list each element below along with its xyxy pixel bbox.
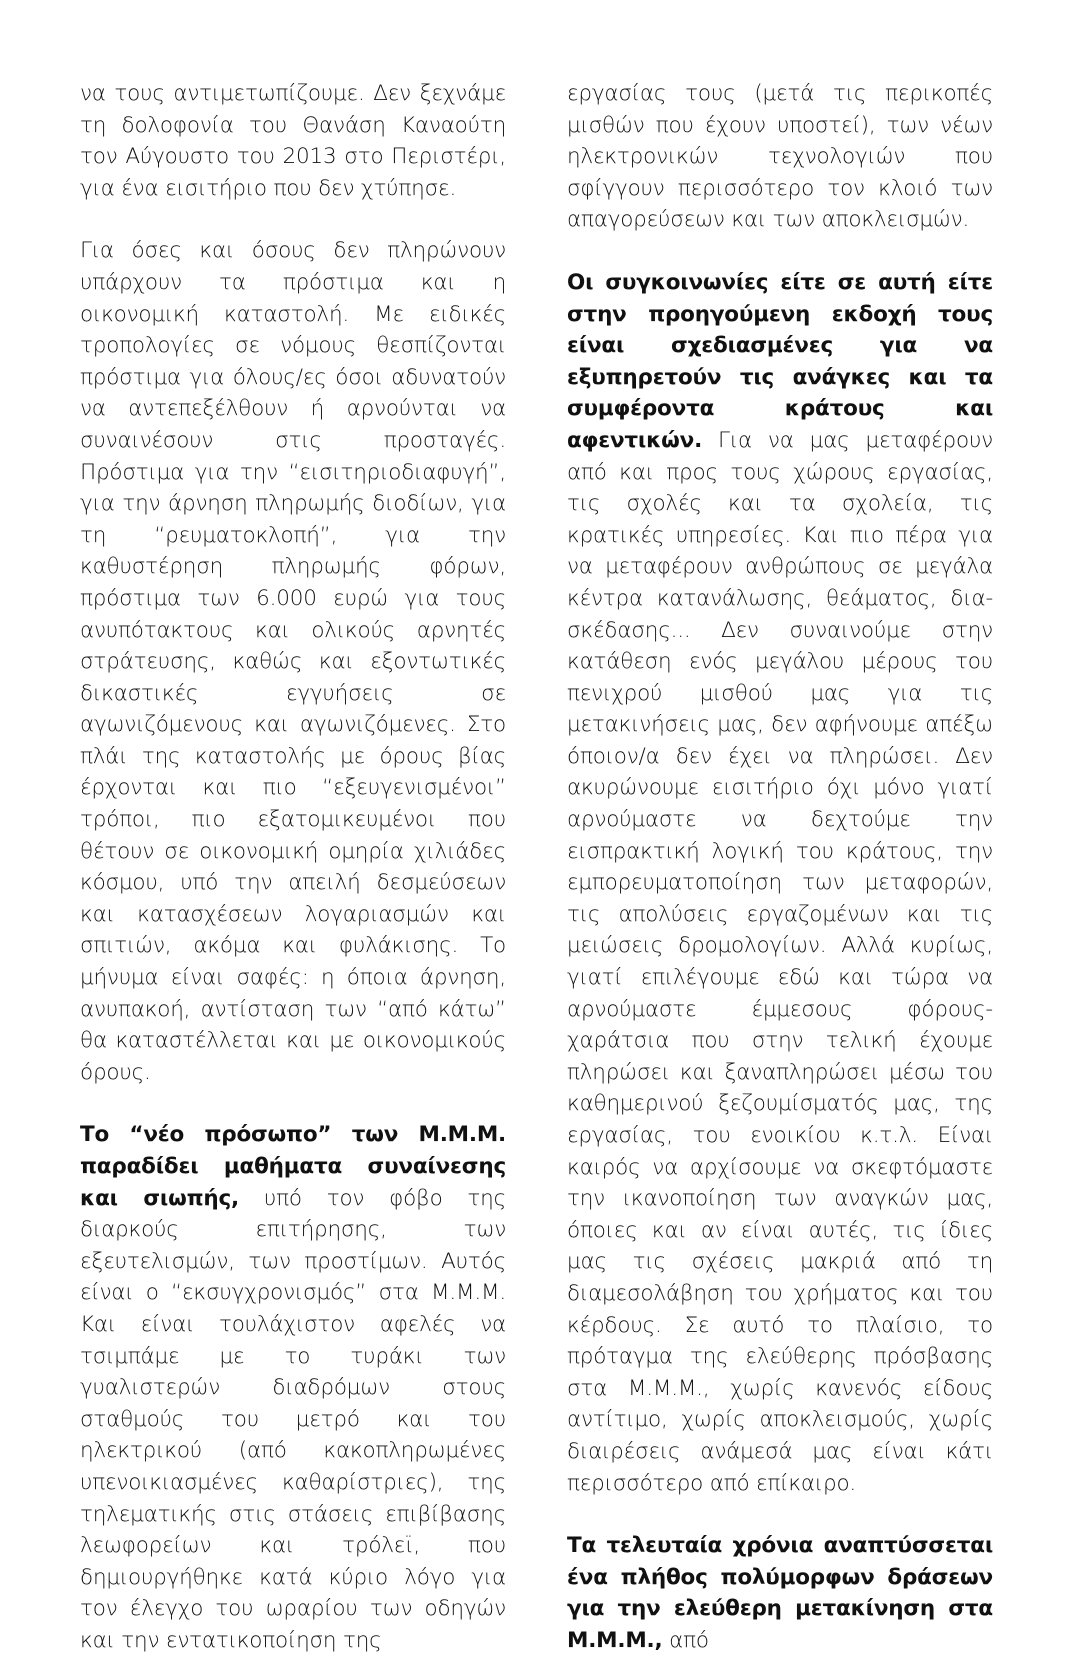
- paragraph-text: εργασίας τους (μετά τις περικοπές μισθών που έχουν υποστεί), των νέων ηλεκτρονικών τεχνολογιών που σφίγγουν περισσότερο τον κλοιό των απαγορεύσεων και των αποκλεισμών.: [567, 81, 993, 233]
- right-column: [567, 78, 993, 1657]
- paragraph-text: από: [662, 1627, 709, 1653]
- paragraph-text: Για όσες και όσους δεν πληρώνουν υπάρχουν τα πρόστιμα και η οικονομική καταστολή. Με ειδικές τροπολογίες σε νόμους θεσπίζονται πρόστιμα για όλους/ες όσοι αδυνατούν να αντεπεξέλθουν ή αρνούνται να συναινέσουν στις προσταγές. Πρόστιμα για την “εισιτηριοδιαφυγή”, για την άρνηση πληρωμής διοδίων, για τη “ρευματοκλοπή”, για την καθυστέρηση πληρωμής φόρων, πρόστιμα των 6.000 ευρώ για τους ανυπότακτους και ολικούς αρνητές στράτευσης, καθώς και εξοντωτικές δικαστικές εγγυήσεις σε αγωνιζόμενους και αγωνιζόμενες. Στο πλάι της καταστολής με όρους βίας έρχονται και πιο “εξευγενισμένοι” τρόποι, πιο εξατομικευμένοι που θέτουν σε οικονομική ομηρία χιλιάδες κόσμου, υπό την απειλή δεσμεύσεων και κατασχέσεων λογαριασμών και σπιτιών, ακόμα και φυλάκισης. Το μήνυμα είναι σαφές: η όποια άρνηση, ανυπακοή, αντίσταση των “από κάτω” θα καταστέλλεται και με οικονομικούς όρους.: [80, 238, 506, 1085]
- paragraph-lead-bold: Το “νέο πρόσωπο” των Μ.Μ.Μ. παραδίδει μαθήματα συναίνεσης και σιωπής,: [80, 1122, 506, 1211]
- paragraph: [80, 235, 506, 1088]
- paragraph-lead-bold: Τα τελευταία χρόνια αναπτύσσεται ένα πλήθος πολύμορφων δράσεων για την ελεύθερη μετακίνηση στα Μ.Μ.Μ.,: [567, 1533, 993, 1653]
- paragraph: [567, 1530, 993, 1656]
- paragraph-lead-bold: Οι συγκοινωνίες είτε σε αυτή είτε στην προηγούμενη εκδοχή τους είναι σχεδιασμένες για να εξυπηρετούν τις ανάγκες και τα συμφέροντα κράτους και αφεντικών.: [567, 269, 993, 453]
- left-column: [80, 78, 506, 1657]
- paragraph-text: να τους αντιμετωπίζουμε. Δεν ξεχνάμε τη δολοφονία του Θανάση Καναούτη τον Αύγουστο του 2013 στο Περιστέρι, για ένα εισιτήριο που δεν χτύπησε.: [80, 81, 506, 201]
- paragraph-text: υπό τον φόβο της διαρκούς επιτήρησης, των εξευτελισμών, των προστίμων. Αυτός είναι ο “εκσυγχρονισμός” στα Μ.Μ.Μ. Και είναι τουλάχιστον αφελές να τσιμπάμε με το τυράκι των γυαλιστερών διαδρόμων στους σταθμούς του μετρό και του ηλεκτρικού (από κακοπληρωμένες υπενοικιασμένες καθαρίστριες), της τηλεματικής στις στάσεις επιβίβασης λεωφορείων και τρόλεϊ, που δημιουργήθηκε κατά κύριο λόγο για τον έλεγχο του ωραρίου των οδηγών και την εντατικοποίηση της: [80, 1185, 506, 1653]
- paragraph: [567, 267, 993, 1499]
- paragraph: [567, 78, 993, 236]
- paragraph: [80, 1119, 506, 1656]
- paragraph-text: Για να μας μεταφέρουν από και προς τους χώρους εργασίας, τις σχολές και τα σχολεία, τις κρατικές υπηρεσίες. Και πιο πέρα για να μεταφέρουν ανθρώπους σε μεγάλα κέντρα κατανάλωσης, θεάματος, δια-σκέδασης... Δεν συναινούμε στην κατάθεση ενός μεγάλου μέρους του πενιχρού μισθού μας για τις μετακινήσεις μας, δεν αφήνουμε απέξω όποιον/α δεν έχει να πληρώσει. Δεν ακυρώνουμε εισιτήριο όχι μόνο γιατί αρνούμαστε να δεχτούμε την εισπρακτική λογική του κράτους, την εμπορευματοποίηση των μεταφορών, τις απολύσεις εργαζομένων και τις μειώσεις δρομολογίων. Αλλά κυρίως, γιατί επιλέγουμε εδώ και τώρα να αρνούμαστε έμμεσους φόρους-χαράτσια που στην τελική έχουμε πληρώσει και ξαναπληρώσει μέσω του καθημερινού ξεζουμίσματός μας, της εργασίας, του ενοικίου κ.τ.λ. Είναι καιρός να αρχίσουμε να σκεφτόμαστε την ικανοποίηση των αναγκών μας, όποιες και αν είναι αυτές, τις ίδιες μας τις σχέσεις μακριά από τη διαμεσολάβηση του χρήματος και του κέρδους. Σε αυτό το πλαίσιο, το πρόταγμα της ελεύθερης πρόσβασης στα Μ.Μ.Μ., χωρίς κανενός είδους αντίτιμο, χωρίς αποκλεισμούς, χωρίς διαιρέσεις ανάμεσά μας είναι κάτι περισσότερο από επίκαιρο.: [567, 427, 993, 1496]
- paragraph: [80, 78, 506, 204]
